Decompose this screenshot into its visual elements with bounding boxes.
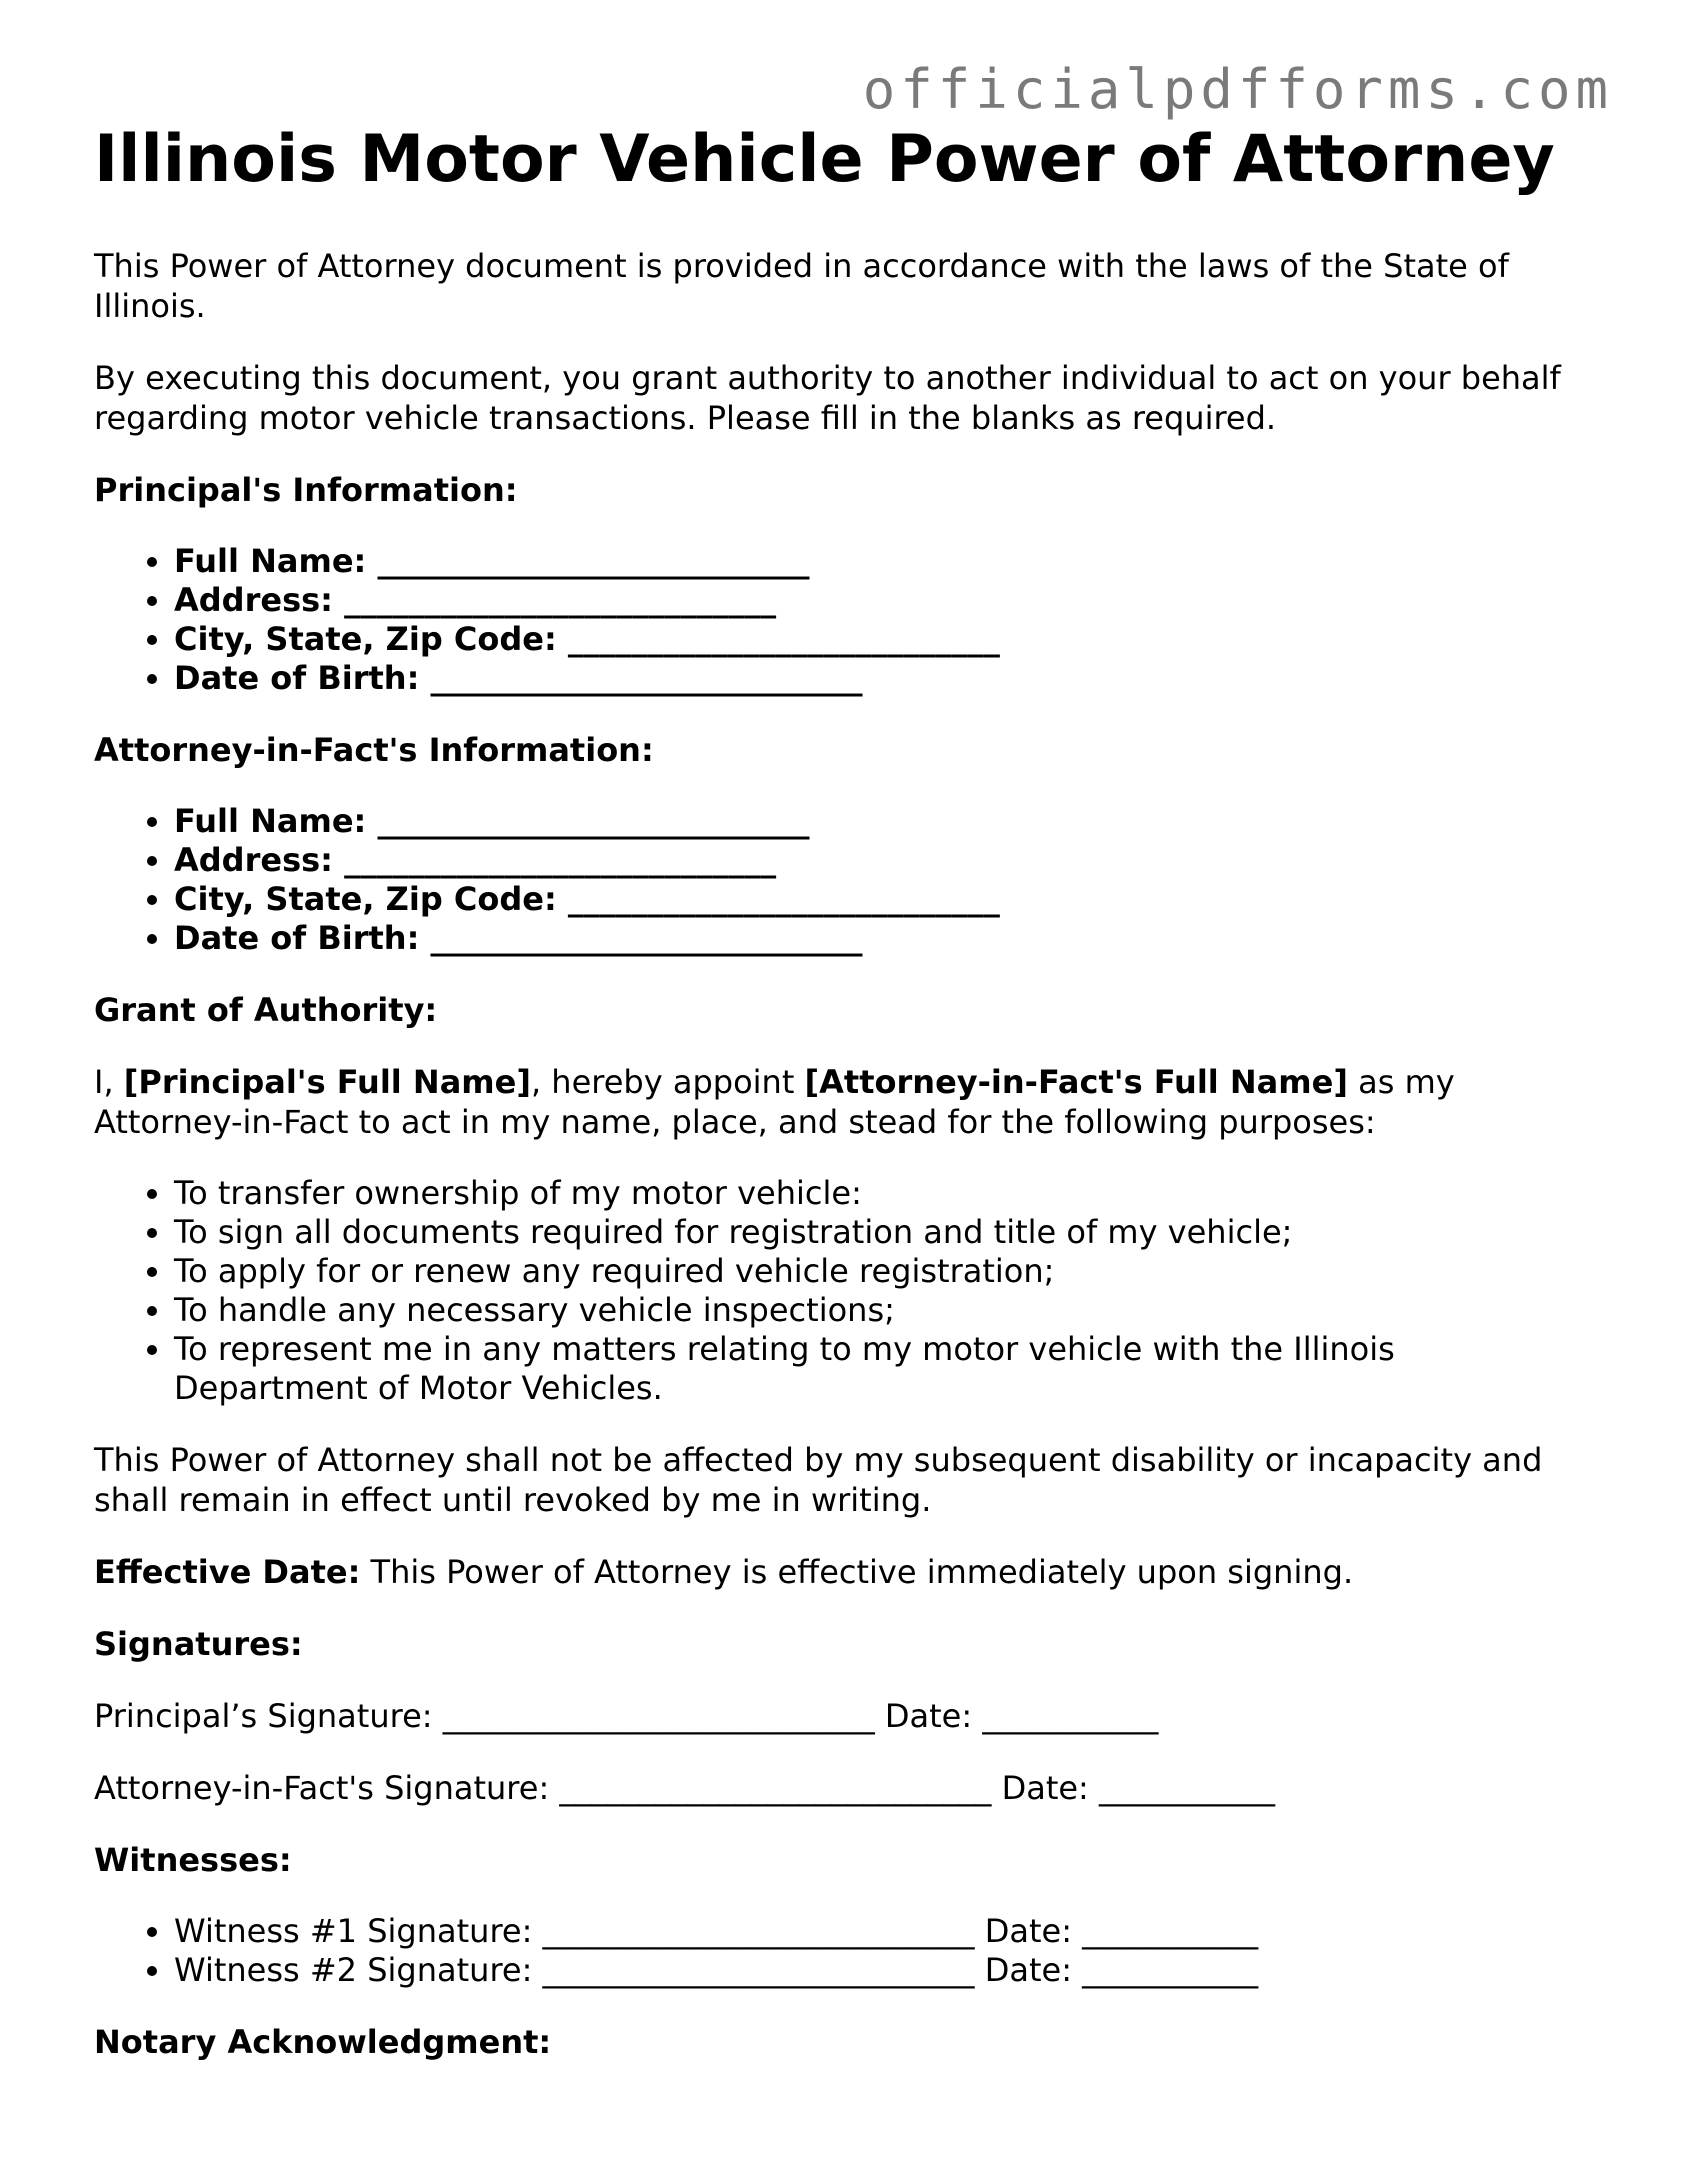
principal-name-placeholder: [Principal's Full Name] bbox=[123, 1063, 531, 1101]
purpose-item: • To sign all documents required for registration and title of my vehicle; bbox=[174, 1213, 1594, 1252]
attorney-heading: Attorney-in-Fact's Information: bbox=[94, 731, 654, 769]
purposes-list bbox=[94, 1174, 1594, 1408]
principal-signature-row[interactable]: Principal’s Signature: ___________________________ Date: ___________ bbox=[94, 1697, 1159, 1735]
durability-paragraph: This Power of Attorney shall not be affected by my subsequent disability or incapacity and shall remain in effect until revoked by me in writing. bbox=[94, 1441, 1543, 1519]
witness-2-signature-row[interactable]: • Witness #2 Signature: ___________________________ Date: ___________ bbox=[174, 1951, 1594, 1990]
purpose-item: • To handle any necessary vehicle inspections; bbox=[174, 1291, 1594, 1330]
watermark-text: officialpdfforms.com bbox=[862, 58, 1613, 121]
attorney-name-placeholder: [Attorney-in-Fact's Full Name] bbox=[804, 1063, 1348, 1101]
document-title: Illinois Motor Vehicle Power of Attorney bbox=[94, 122, 1555, 197]
principal-date-of-birth-field[interactable]: • Date of Birth: ___________________________ bbox=[174, 659, 1594, 698]
purpose-item: • To represent me in any matters relating to my motor vehicle with the Illinois Department of Motor Vehicles. bbox=[174, 1330, 1594, 1408]
intro-paragraph-1: This Power of Attorney document is provided in accordance with the laws of the State of Illinois. bbox=[94, 247, 1509, 325]
witness-1-signature-row[interactable]: • Witness #1 Signature: ___________________________ Date: ___________ bbox=[174, 1912, 1594, 1951]
attorney-city-state-zip-field[interactable]: • City, State, Zip Code: ___________________________ bbox=[174, 880, 1594, 919]
attorney-signature-row[interactable]: Attorney-in-Fact's Signature: ___________________________ Date: ___________ bbox=[94, 1769, 1275, 1807]
purpose-item: • To apply for or renew any required vehicle registration; bbox=[174, 1252, 1594, 1291]
attorney-date-of-birth-field[interactable]: • Date of Birth: ___________________________ bbox=[174, 919, 1594, 958]
attorney-fields-list bbox=[94, 802, 1594, 958]
principal-fields-list bbox=[94, 542, 1594, 698]
witnesses-heading: Witnesses: bbox=[94, 1841, 292, 1879]
principal-full-name-field[interactable]: • Full Name: ___________________________ bbox=[174, 542, 1594, 581]
signatures-heading: Signatures: bbox=[94, 1625, 303, 1663]
principal-address-field[interactable]: • Address: ___________________________ bbox=[174, 581, 1594, 620]
principal-heading: Principal's Information: bbox=[94, 471, 518, 509]
witnesses-list bbox=[94, 1912, 1594, 1990]
principal-city-state-zip-field[interactable]: • City, State, Zip Code: ___________________________ bbox=[174, 620, 1594, 659]
attorney-address-field[interactable]: • Address: ___________________________ bbox=[174, 841, 1594, 880]
effective-date-label: Effective Date: bbox=[94, 1553, 361, 1591]
notary-heading: Notary Acknowledgment: bbox=[94, 2023, 552, 2061]
purpose-item: • To transfer ownership of my motor vehicle: bbox=[174, 1174, 1594, 1213]
attorney-full-name-field[interactable]: • Full Name: ___________________________ bbox=[174, 802, 1594, 841]
grant-heading: Grant of Authority: bbox=[94, 991, 438, 1029]
effective-date-paragraph: Effective Date: This Power of Attorney is effective immediately upon signing. bbox=[94, 1553, 1354, 1591]
intro-paragraph-2: By executing this document, you grant authority to another individual to act on your behalf regarding motor vehicle transactions. Please fill in the blanks as required. bbox=[94, 359, 1561, 437]
grant-paragraph: I, [Principal's Full Name], hereby appoint [Attorney-in-Fact's Full Name] as my Attorney-in-Fact to act in my name, place, and stead for the following purposes: bbox=[94, 1063, 1455, 1141]
document-page bbox=[94, 120, 1594, 2094]
